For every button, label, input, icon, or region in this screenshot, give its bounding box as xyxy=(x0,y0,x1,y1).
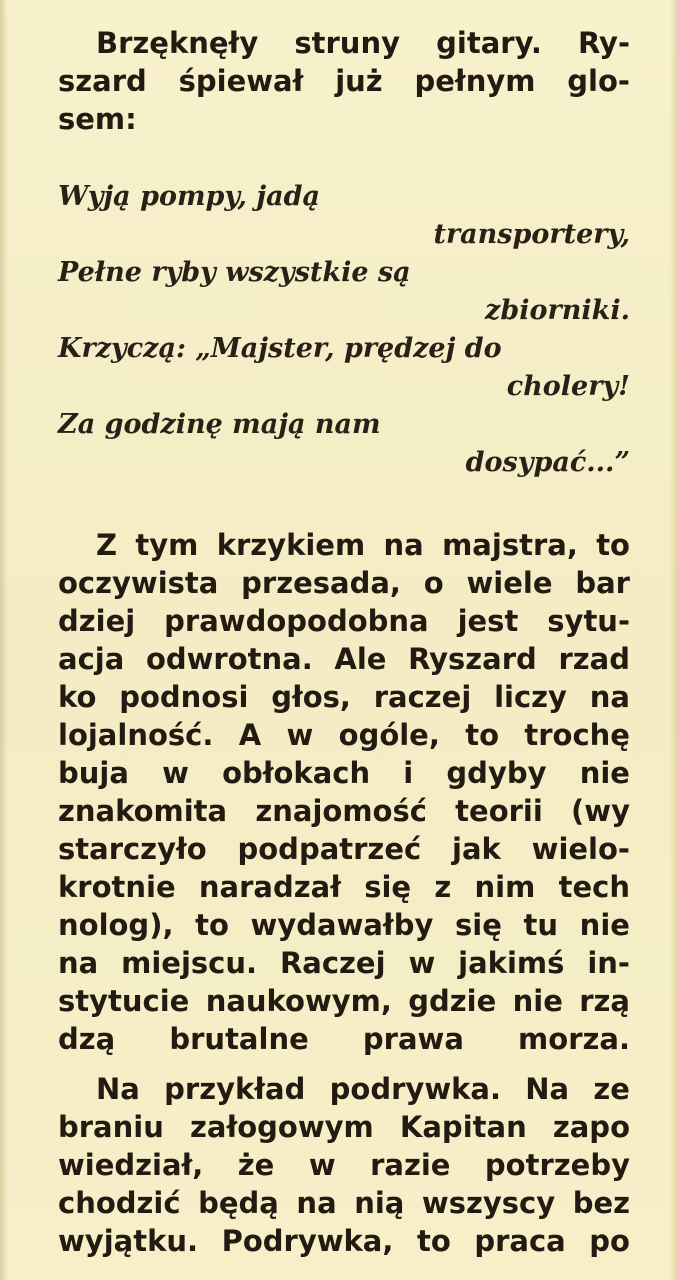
word: nim xyxy=(474,870,536,904)
word: A xyxy=(238,718,262,752)
word: naradzał xyxy=(198,870,341,904)
word: majstra, xyxy=(442,528,578,562)
word: tu xyxy=(523,908,559,942)
para2-line-3 xyxy=(58,604,630,638)
word: na xyxy=(296,1186,337,1220)
word: na xyxy=(383,528,424,562)
word: struny xyxy=(294,26,400,60)
word: wyjątku. xyxy=(58,1224,199,1258)
word: szard xyxy=(58,64,147,98)
word: razie xyxy=(370,1148,451,1182)
word: brutalne xyxy=(169,1022,309,1056)
word: rzad xyxy=(558,642,630,676)
word: w xyxy=(162,756,189,790)
word: to xyxy=(195,908,229,942)
word: (wy xyxy=(571,794,630,828)
para1-line-3 xyxy=(58,102,630,136)
word: Na xyxy=(525,1072,570,1106)
word: jakimś xyxy=(458,946,565,980)
word: na xyxy=(589,680,630,714)
verse-line-1: Wyją pompy, jadą xyxy=(58,181,320,212)
word: teorii xyxy=(455,794,543,828)
word: nie xyxy=(512,984,563,1018)
word: Podrywka, xyxy=(221,1224,394,1258)
para1-line-1 xyxy=(58,26,630,60)
word: naukowym, xyxy=(205,984,392,1018)
word: krzykiem xyxy=(216,528,366,562)
word: ko xyxy=(58,680,97,714)
word: stytucie xyxy=(58,984,190,1018)
word: i xyxy=(403,756,414,790)
word: potrzeby xyxy=(484,1148,630,1182)
word: Brzęknęły xyxy=(96,26,259,60)
para2-line-7 xyxy=(58,756,630,790)
word: w xyxy=(408,946,436,980)
word: odwrotna. xyxy=(145,642,313,676)
para2-line-9 xyxy=(58,832,630,866)
word: chodzić xyxy=(58,1186,181,1220)
word: znakomita xyxy=(58,794,228,828)
word: acja xyxy=(58,642,125,676)
paper-edge-right xyxy=(670,0,678,1280)
para2-line-13 xyxy=(58,984,630,1018)
word: podnosi xyxy=(119,680,249,714)
para3-line-5 xyxy=(58,1224,630,1258)
word: głos, xyxy=(271,680,351,714)
word: Ale xyxy=(334,642,387,676)
word: obłokach xyxy=(222,756,371,790)
word: tym xyxy=(135,528,199,562)
verse-line-7: Za godzinę mają nam xyxy=(58,409,381,440)
word: buja xyxy=(58,756,129,790)
word: Ryszard xyxy=(408,642,537,676)
para1-line-2 xyxy=(58,64,630,98)
para2-line-2 xyxy=(58,566,630,600)
word: to xyxy=(596,528,630,562)
word: nie xyxy=(579,908,630,942)
word: trochę xyxy=(524,718,630,752)
word: nią xyxy=(354,1186,405,1220)
para2-line-6 xyxy=(58,718,630,752)
para2-line-1 xyxy=(58,528,630,562)
word: dziej xyxy=(58,604,136,638)
word: in- xyxy=(587,946,630,980)
word: dzą xyxy=(58,1022,116,1056)
word: morza. xyxy=(518,1022,630,1056)
verse-line-3: Pełne ryby wszystkie są xyxy=(58,257,411,288)
word: wiedział, xyxy=(58,1148,204,1182)
word: jak xyxy=(452,832,501,866)
word: ze xyxy=(593,1072,630,1106)
para2-line-11 xyxy=(58,908,630,942)
para3-line-4 xyxy=(58,1186,630,1220)
word: lojalność. xyxy=(58,718,214,752)
word: na xyxy=(58,946,99,980)
word: Raczej xyxy=(279,946,386,980)
word: prawa xyxy=(362,1022,464,1056)
word: znajomość xyxy=(255,794,427,828)
word: pełnym xyxy=(414,64,536,98)
word: zapo xyxy=(552,1110,630,1144)
word: przesada, xyxy=(241,566,401,600)
word: bar xyxy=(575,566,630,600)
word: podpatrzeć xyxy=(237,832,422,866)
word: wydawałby xyxy=(250,908,434,942)
word: po xyxy=(589,1224,630,1258)
word: wiele xyxy=(466,566,553,600)
para2-line-14 xyxy=(58,1022,630,1056)
word: bez xyxy=(572,1186,630,1220)
word: podrywka. xyxy=(329,1072,501,1106)
word: sytu- xyxy=(547,604,630,638)
word: liczy xyxy=(494,680,567,714)
word: będą xyxy=(198,1186,279,1220)
word: Kapitan xyxy=(399,1110,527,1144)
word: oczywista xyxy=(58,566,219,600)
word: gitary. xyxy=(436,26,542,60)
para3-line-3 xyxy=(58,1148,630,1182)
word: ogóle, xyxy=(338,718,440,752)
verse-line-2: transportery, xyxy=(433,219,630,250)
word: załogowym xyxy=(190,1110,374,1144)
word: Ry- xyxy=(578,26,630,60)
word: rzą xyxy=(579,984,630,1018)
word: przykład xyxy=(164,1072,306,1106)
word: się xyxy=(364,870,412,904)
word: gdyby xyxy=(446,756,547,790)
paper-edge-left xyxy=(0,0,8,1280)
word: wielo- xyxy=(531,832,630,866)
word: że xyxy=(237,1148,275,1182)
verse-line-4: zbiorniki. xyxy=(485,295,630,326)
word: z xyxy=(434,870,452,904)
word: miejscu. xyxy=(121,946,258,980)
word: już xyxy=(335,64,383,98)
verse-line-8: dosypać...” xyxy=(465,447,630,478)
word: to xyxy=(465,718,500,752)
word: to xyxy=(416,1224,451,1258)
word: starczyło xyxy=(58,832,207,866)
word: śpiewał xyxy=(178,64,304,98)
word: tech xyxy=(558,870,630,904)
word: sem: xyxy=(58,102,137,136)
word: prawdopodobna xyxy=(164,604,429,638)
word: praca xyxy=(474,1224,566,1258)
para3-line-2 xyxy=(58,1110,630,1144)
para2-line-8 xyxy=(58,794,630,828)
word: braniu xyxy=(58,1110,164,1144)
para2-line-4 xyxy=(58,642,630,676)
verse-line-6: cholery! xyxy=(506,371,630,402)
word: raczej xyxy=(373,680,472,714)
para2-line-12 xyxy=(58,946,630,980)
word: Z xyxy=(96,528,118,562)
para2-line-5 xyxy=(58,680,630,714)
para3-line-1 xyxy=(58,1072,630,1106)
word: wszyscy xyxy=(421,1186,556,1220)
word: w xyxy=(286,718,314,752)
word: nolog), xyxy=(58,908,174,942)
word: nie xyxy=(579,756,630,790)
word: Na xyxy=(96,1072,140,1106)
word: w xyxy=(308,1148,336,1182)
word: jest xyxy=(457,604,519,638)
para2-line-10 xyxy=(58,870,630,904)
verse-line-5: Krzyczą: „Majster, prędzej do xyxy=(58,333,502,364)
word: glo- xyxy=(567,64,630,98)
word: krotnie xyxy=(58,870,176,904)
word: gdzie xyxy=(408,984,497,1018)
word: o xyxy=(423,566,444,600)
word: się xyxy=(455,908,502,942)
